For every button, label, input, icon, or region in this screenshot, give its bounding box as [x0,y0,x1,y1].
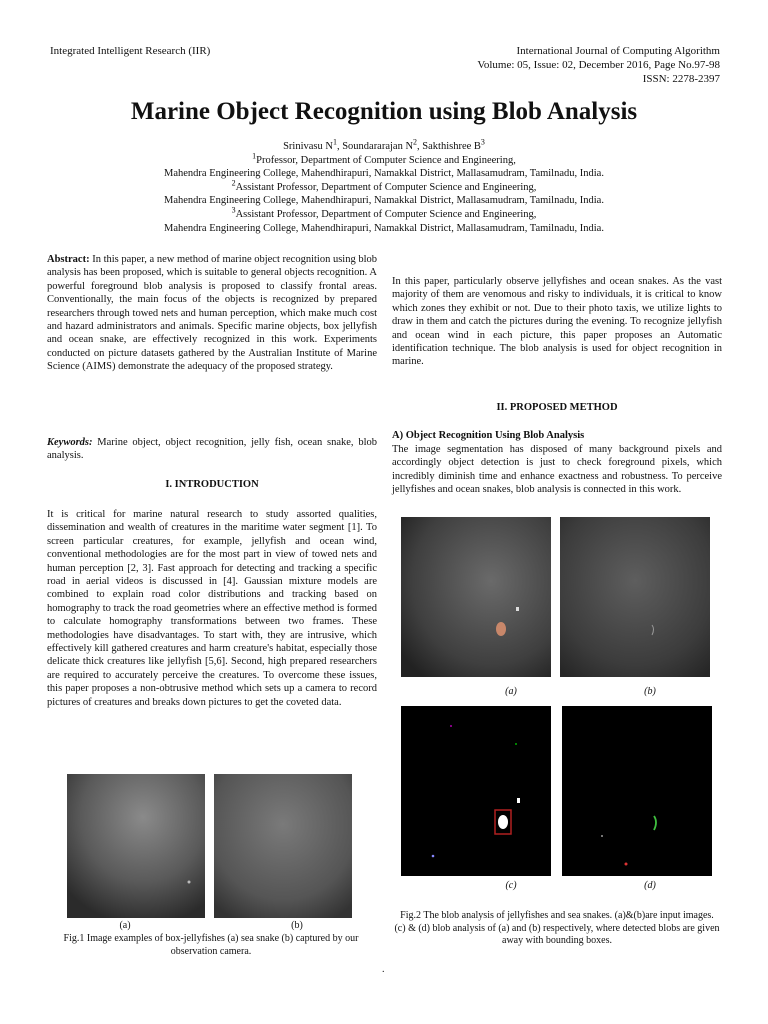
journal-volume: Volume: 05, Issue: 02, December 2016, Page No.97-98 [477,59,720,71]
header-left: Integrated Intelligent Research (IIR) [50,45,211,57]
fig2-label-d: (d) [644,880,656,891]
fig2-caption: Fig.2 The blob analysis of jellyfishes and sea snakes. (a)&(b)are input images. (c) & (d) blob analysis of (a) and (b) respectively, where detected blobs are given away with bounding boxes. [394,910,720,946]
fig2-image-b [560,517,710,677]
author-line: Srinivasu $N^1$, Soundararajan $N^2$, Sakthishree $B^3$ [283,137,485,152]
fig1-image-a [67,774,205,918]
keywords [47,436,377,463]
keywords-text: Marine object, object recognition, jelly fish, ocean snake, blob analysis. [47,437,378,462]
abstract-text: In this paper, a new method of marine object recognition using blob analysis has been proposed, which is suitable to general objects recognition. A powerful foreground blob analysis is proposed to classify frontal areas. Conventionally, the main focus of the objects is recognized by prepared researchers through towed nets and human perception, which make much cost and hazard administrators and animals. Specific marine objects, box jellyfish and ocean snake, are effectively recognized in this work. Experiments conducted on picture datasets gathered by the Australian Institute of Marine Science (AIMS) demonstrate the adequacy of the proposed strategy. [47,254,378,373]
fig2-label-a: (a) [505,686,517,697]
affiliation-2-role: $^2$Assistant Professor, Department of Computer Science and Engineering, [231,178,537,193]
footer-mark: . [382,964,385,975]
affiliation-2-inst: Mahendra Engineering College, Mahendhirapuri, Namakkal District, Mallasamudram, Tamilnadu, India. [164,195,604,207]
method-text: The image segmentation has disposed of many background pixels and accordingly object detection is just to check foreground pixels, which incredibly diminish time and enhance exactness and robustness. To perceive jellyfishes and ocean snakes, blob analysis is connected in this work. [392,444,722,496]
right-intro-text: In this paper, particularly observe jellyfishes and ocean snakes. As the vast majority of them are venomous and risky to individuals, it is critical to know which zones they exhibit or not. Due to their photo taxis, we utilize lights to draw in them and catch the pictures during the evening. To recognize jellyfish and ocean wind in each picture, this paper proposes an Automatic identification technique. The blob analysis is used for object recognition in marine. [392,276,722,368]
fig2-image-a [401,517,551,677]
journal-issn: ISSN: 2278-2397 [642,73,720,85]
abstract-label: Abstract: [47,254,90,265]
method-heading: II. PROPOSED METHOD [496,402,618,413]
affiliation-3-inst: Mahendra Engineering College, Mahendhirapuri, Namakkal District, Mallasamudram, Tamilnadu, India. [164,222,604,234]
abstract [47,253,377,374]
fig2-label-c: (c) [505,880,517,891]
header-right [360,44,720,86]
affiliation-1-role: $^1$Professor, Department of Computer Science and Engineering, [252,151,516,166]
keywords-label: Keywords: [47,437,93,448]
journal-name: International Journal of Computing Algorithm [516,45,720,57]
affiliation-3-role: $^3$Assistant Professor, Department of Computer Science and Engineering, [231,205,537,220]
intro-heading: I. INTRODUCTION [165,479,259,490]
fig1-image-b [214,774,352,918]
intro-text: It is critical for marine natural research to study assorted qualities, dissemination and wealth of creatures in the maritime water segment [1]. To screen particular creatures, for example, jellyfish and ocean wind, conventional methodologies are for the most part in view of towed nets and human perception [2, 3]. Fast approach for detecting and tracking a specific road in aerial videos is discussed in [4]. Gaussian mixture models are combined to explain road color distributions and tracking based on homography to track the road geometries where an effective method is formed to calculate homography transformations between two frames. These methodologies have disadvantages. To start with, they are intrusive, which effectively kill gathered creatures and harm creature's habitat, especially those delicate thick creatures like jellyfish [5,6]. Second, high prepared researchers are required to accurately perceive the creatures. To overcome these issues, this paper proposes a non-obtrusive method which sets up a camera to record pictures of creatures and breaks down pictures to get the coveted data. [47,509,377,708]
method-subheading: A) Object Recognition Using Blob Analysis [392,430,585,441]
fig1-label-a: (a) [119,920,131,931]
affiliations-block [60,137,708,235]
fig2-image-c [401,706,551,876]
affiliation-1-inst: Mahendra Engineering College, Mahendhirapuri, Namakkal District, Mallasamudram, Tamilnadu, India. [164,168,604,180]
fig2-image-d [562,706,712,876]
fig2-label-b: (b) [644,686,656,697]
fig1-caption: Fig.1 Image examples of box-jellyfishes (a) sea snake (b) captured by our observation camera. [63,933,359,957]
fig1-label-b: (b) [291,920,303,931]
paper-title: Marine Object Recognition using Blob Analysis [130,98,638,125]
